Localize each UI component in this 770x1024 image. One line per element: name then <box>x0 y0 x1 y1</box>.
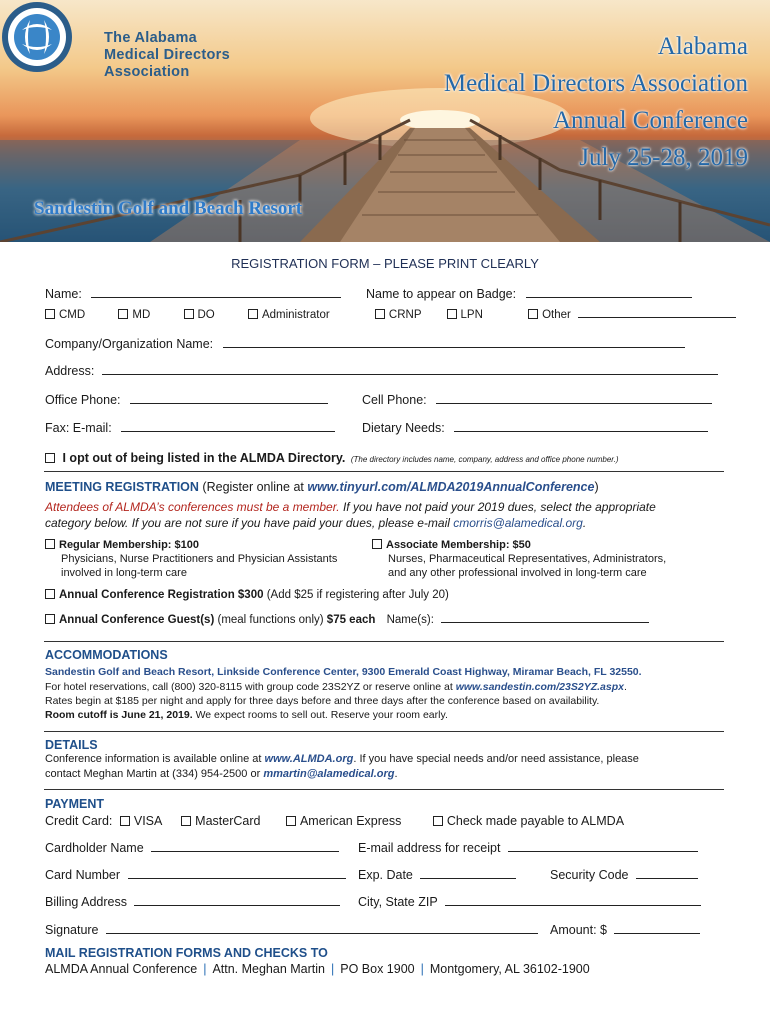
checkbox-icon <box>45 453 55 463</box>
details-line2: contact Meghan Martin at (334) 954-2500 or mmartin@alamedical.org. <box>45 768 398 780</box>
billing-address-field[interactable] <box>134 895 340 906</box>
guest-names-field[interactable] <box>441 612 649 623</box>
checkbox-icon <box>118 309 128 319</box>
card-number-field[interactable] <box>128 868 346 879</box>
dietary-row <box>362 421 708 435</box>
cell-phone-row <box>362 393 712 407</box>
register-online-link[interactable]: www.tinyurl.com/ALMDA2019AnnualConference <box>307 480 595 494</box>
divider <box>44 789 724 790</box>
org-name-line2: Medical Directors <box>104 47 230 63</box>
form-heading: REGISTRATION FORM – PLEASE PRINT CLEARLY <box>231 256 539 271</box>
address-field[interactable] <box>102 364 718 375</box>
fax-email-row <box>45 421 335 435</box>
contact-email-link[interactable]: mmartin@alamedical.org <box>263 768 395 780</box>
attendees-note-line1: Attendees of ALMDA’s conferences must be a member. If you have not paid your 2019 dues, select the appropriate <box>45 500 656 514</box>
name-field[interactable] <box>91 287 341 298</box>
office-phone-row <box>45 393 328 407</box>
accommodations-venue: Sandestin Golf and Beach Resort, Linkside Conference Center, 9300 Emerald Coast Highway, Miramar Beach, FL 32550. <box>45 666 642 678</box>
meeting-heading: MEETING REGISTRATION <box>45 480 199 494</box>
payment-method-row: Credit Card: VISA MasterCard American Express Check made payable to ALMDA <box>45 814 625 828</box>
email-receipt-row: E-mail address for receipt <box>358 841 698 855</box>
checkbox-icon <box>248 309 258 319</box>
associate-desc2: and any other professional involved in long-term care <box>388 567 647 579</box>
fax-email-label: Fax: E-mail: <box>45 421 112 435</box>
card-number-row: Card Number <box>45 868 346 882</box>
dietary-field[interactable] <box>454 421 708 432</box>
accommodations-heading: ACCOMMODATIONS <box>45 648 168 662</box>
security-code-field[interactable] <box>636 868 698 879</box>
title-line1: Alabama <box>657 33 748 60</box>
separator-bar: | <box>331 962 335 976</box>
guest-option[interactable]: Annual Conference Guest(s) (meal functions only) $75 each Name(s): <box>45 612 649 626</box>
badge-field[interactable] <box>526 287 692 298</box>
accommodations-cutoff: Room cutoff is June 21, 2019. We expect rooms to sell out. Reserve your room early. <box>45 709 448 721</box>
association-logo <box>0 0 74 74</box>
accommodations-rates: Rates begin at $185 per night and apply for three days before and three days after the conference based on availability. <box>45 695 600 707</box>
checkbox-icon <box>45 614 55 624</box>
city-state-zip-row: City, State ZIP <box>358 895 701 909</box>
credential-lpn[interactable]: LPN <box>447 309 483 321</box>
name-row <box>45 287 341 301</box>
security-code-row: Security Code <box>550 868 698 882</box>
associate-membership-option[interactable]: Associate Membership: $50 <box>372 539 531 551</box>
resort-name: Sandestin Golf and Beach Resort <box>34 198 303 219</box>
cardholder-field[interactable] <box>151 841 339 852</box>
email-receipt-field[interactable] <box>508 841 698 852</box>
name-label: Name: <box>45 287 82 301</box>
exp-date-field[interactable] <box>420 868 516 879</box>
regular-desc2: involved in long-term care <box>61 567 187 579</box>
associate-desc1: Nurses, Pharmaceutical Representatives, Administrators, <box>388 553 667 565</box>
divider <box>44 641 724 642</box>
other-credential-field[interactable] <box>578 307 736 318</box>
checkbox-icon <box>528 309 538 319</box>
hotel-reservation-link[interactable]: www.sandestin.com/23S2YZ.aspx <box>455 681 624 693</box>
membership-email-link[interactable]: cmorris@alamedical.org <box>453 516 583 530</box>
address-label: Address: <box>45 364 95 378</box>
company-field[interactable] <box>223 337 685 348</box>
details-heading: DETAILS <box>45 738 98 752</box>
mail-heading: MAIL REGISTRATION FORMS AND CHECKS TO <box>45 946 328 960</box>
company-label: Company/Organization Name: <box>45 337 214 351</box>
payment-heading: PAYMENT <box>45 797 105 811</box>
conference-title <box>444 28 748 176</box>
checkbox-icon <box>375 309 385 319</box>
mail-address: ALMDA Annual Conference | Attn. Meghan Martin | PO Box 1900 | Montgomery, AL 36102-1900 <box>45 962 590 976</box>
checkbox-icon <box>45 309 55 319</box>
office-phone-label: Office Phone: <box>45 393 121 407</box>
city-state-zip-field[interactable] <box>445 895 701 906</box>
visa-option[interactable]: VISA <box>120 814 162 828</box>
org-name-line3: Association <box>104 64 190 80</box>
credential-crnp[interactable]: CRNP <box>375 309 421 321</box>
cell-phone-label: Cell Phone: <box>362 393 427 407</box>
attendees-warning: Attendees of ALMDA’s conferences must be a member. <box>45 500 340 514</box>
address-row <box>45 364 718 378</box>
checkbox-icon <box>181 816 191 826</box>
credential-other[interactable]: Other <box>528 309 571 321</box>
annual-registration-option[interactable]: Annual Conference Registration $300 (Add $25 if registering after July 20) <box>45 589 449 601</box>
credential-cmd[interactable]: CMD <box>45 309 85 321</box>
optout-row[interactable] <box>45 451 619 465</box>
fax-email-field[interactable] <box>121 421 335 432</box>
badge-label: Name to appear on Badge: <box>366 287 517 301</box>
details-line1: Conference information is available online at www.ALMDA.org. If you have special needs and/or need assistance, please <box>45 753 639 765</box>
office-phone-field[interactable] <box>130 393 328 404</box>
org-name-line1: The Alabama <box>104 30 198 46</box>
dietary-label: Dietary Needs: <box>362 421 445 435</box>
title-line3: Annual Conference <box>552 107 748 134</box>
exp-date-row: Exp. Date <box>358 868 516 882</box>
signature-row: Signature <box>45 923 538 937</box>
regular-membership-option[interactable]: Regular Membership: $100 <box>45 539 199 551</box>
checkbox-icon <box>45 539 55 549</box>
checkbox-icon <box>184 309 194 319</box>
title-line2: Medical Directors Association <box>443 70 748 97</box>
signature-field[interactable] <box>106 923 538 934</box>
badge-row <box>366 287 692 301</box>
accommodations-reservations: For hotel reservations, call (800) 320-8115 with group code 23S2YZ or reserve online at www.sandestin.com/23S2YZ.aspx. <box>45 681 627 693</box>
check-option[interactable]: Check made payable to ALMDA <box>433 814 624 828</box>
separator-bar: | <box>420 962 424 976</box>
cell-phone-field[interactable] <box>436 393 712 404</box>
divider <box>44 731 724 732</box>
amex-option[interactable]: American Express <box>286 814 401 828</box>
attendees-note-line2: category below. If you are not sure if you have paid your dues, please e-mail cmorris@alamedical.org. <box>45 516 587 530</box>
mastercard-option[interactable]: MasterCard <box>181 814 260 828</box>
credential-do[interactable]: DO <box>184 309 215 321</box>
credential-administrator[interactable]: Administrator <box>248 309 330 321</box>
title-date: July 25-28, 2019 <box>579 144 748 171</box>
credential-md[interactable]: MD <box>118 309 150 321</box>
meeting-heading-row: MEETING REGISTRATION (Register online at www.tinyurl.com/ALMDA2019AnnualConference) <box>45 480 599 494</box>
register-online-text: (Register online at <box>202 480 304 494</box>
amount-row: Amount: $ <box>550 923 700 937</box>
company-row <box>45 337 685 351</box>
checkbox-icon <box>433 816 443 826</box>
divider <box>44 471 724 472</box>
checkbox-icon <box>372 539 382 549</box>
almda-website-link[interactable]: www.ALMDA.org <box>264 753 354 765</box>
checkbox-icon <box>45 589 55 599</box>
cardholder-row: Cardholder Name <box>45 841 339 855</box>
billing-address-row: Billing Address <box>45 895 340 909</box>
checkbox-icon <box>447 309 457 319</box>
checkbox-icon <box>286 816 296 826</box>
optout-label: I opt out of being listed in the ALMDA Directory. <box>62 451 346 465</box>
checkbox-icon <box>120 816 130 826</box>
separator-bar: | <box>203 962 207 976</box>
amount-field[interactable] <box>614 923 700 934</box>
credential-row <box>45 307 736 321</box>
regular-desc1: Physicians, Nurse Practitioners and Physician Assistants <box>61 553 338 565</box>
org-name <box>104 30 230 81</box>
header-banner <box>0 0 770 242</box>
optout-note: (The directory includes name, company, address and office phone number.) <box>350 455 619 464</box>
